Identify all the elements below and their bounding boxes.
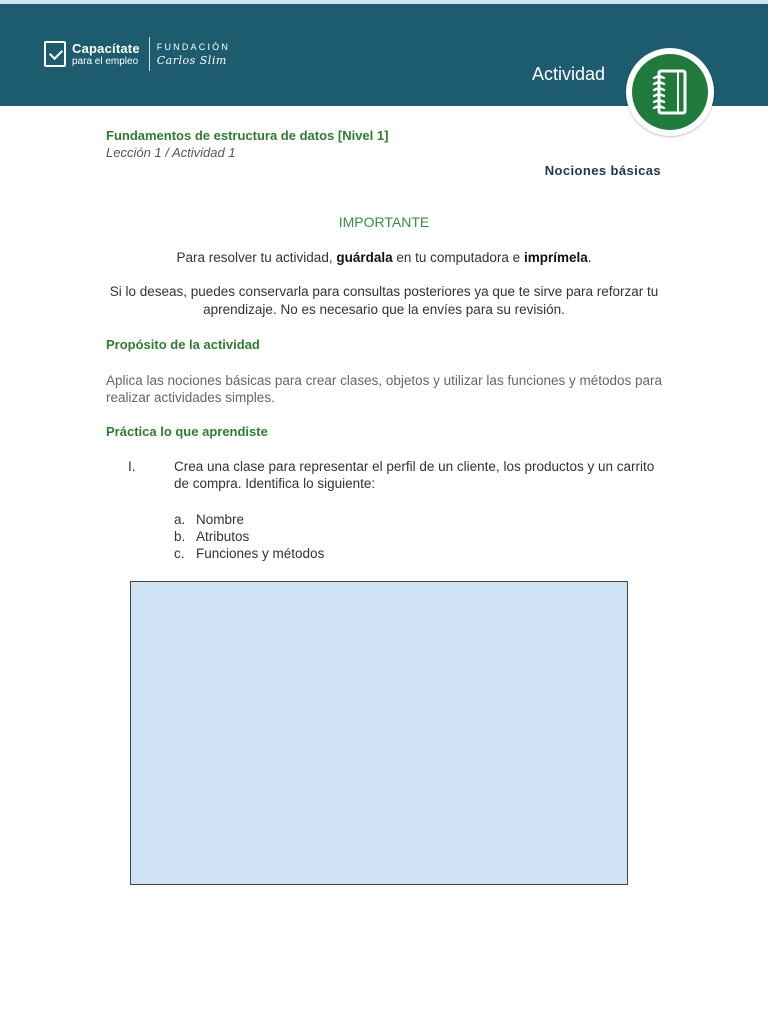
instruction-bold-print: imprímela bbox=[523, 250, 588, 265]
capacitate-logo bbox=[44, 36, 230, 72]
sub-list bbox=[174, 511, 324, 562]
practice-heading: Práctica lo que aprendiste bbox=[106, 424, 268, 439]
lesson-label: Lección 1 / Actividad 1 bbox=[106, 145, 236, 160]
list-item bbox=[174, 545, 324, 562]
list-item-letter: b. bbox=[174, 529, 186, 544]
instruction-text-2: en tu computadora e bbox=[392, 250, 524, 265]
keep-note-paragraph: Si lo deseas, puedes conservarla para consultas posteriores ya que te sirve para reforzar tu aprendizaje. No es necesario que la envíes para su revisión. bbox=[109, 284, 659, 317]
save-print-instruction bbox=[100, 249, 668, 267]
course-title: Fundamentos de estructura de datos [Nivel 1] bbox=[106, 128, 389, 143]
activity-badge bbox=[626, 48, 714, 136]
logo-divider bbox=[149, 37, 150, 71]
numbered-item bbox=[128, 458, 668, 492]
activity-badge-circle bbox=[632, 54, 708, 130]
topic-label: Nociones básicas bbox=[544, 163, 661, 178]
list-item-text: Nombre bbox=[196, 512, 245, 527]
instruction-bold-save: guárdala bbox=[336, 250, 393, 265]
list-item-text: Funciones y métodos bbox=[196, 546, 325, 561]
foundation-label: FUNDACIÓN bbox=[156, 41, 231, 52]
list-item-letter: a. bbox=[174, 512, 186, 527]
answer-box[interactable] bbox=[130, 581, 628, 885]
notebook-icon bbox=[650, 68, 690, 116]
list-item bbox=[174, 511, 324, 528]
list-item bbox=[174, 528, 324, 545]
header-title: Actividad bbox=[532, 64, 606, 84]
list-item-text: Atributos bbox=[196, 529, 250, 544]
header-top-strip bbox=[0, 0, 768, 4]
logo-brand-text bbox=[72, 42, 140, 67]
logo-brand: Capacítate bbox=[72, 40, 140, 56]
purpose-text: Aplica las nociones básicas para crear clases, objetos y utilizar las funciones y métodos para realizar actividades simples. bbox=[106, 373, 663, 405]
foundation-name: Carlos Slim bbox=[156, 53, 227, 67]
logo-tagline: para el empleo bbox=[72, 55, 139, 67]
important-heading: IMPORTANTE bbox=[338, 214, 430, 230]
instruction-text-3: . bbox=[587, 250, 592, 265]
checklist-logo-icon bbox=[44, 41, 66, 67]
instruction-text-1: Para resolver tu actividad, bbox=[176, 250, 337, 265]
item-text: Crea una clase para representar el perfil de un cliente, los productos y un carrito de compra. Identifica lo siguiente: bbox=[174, 459, 655, 491]
item-number: I. bbox=[128, 459, 136, 474]
foundation-logo bbox=[157, 43, 230, 66]
purpose-heading: Propósito de la actividad bbox=[106, 337, 260, 352]
list-item-letter: c. bbox=[174, 546, 185, 561]
